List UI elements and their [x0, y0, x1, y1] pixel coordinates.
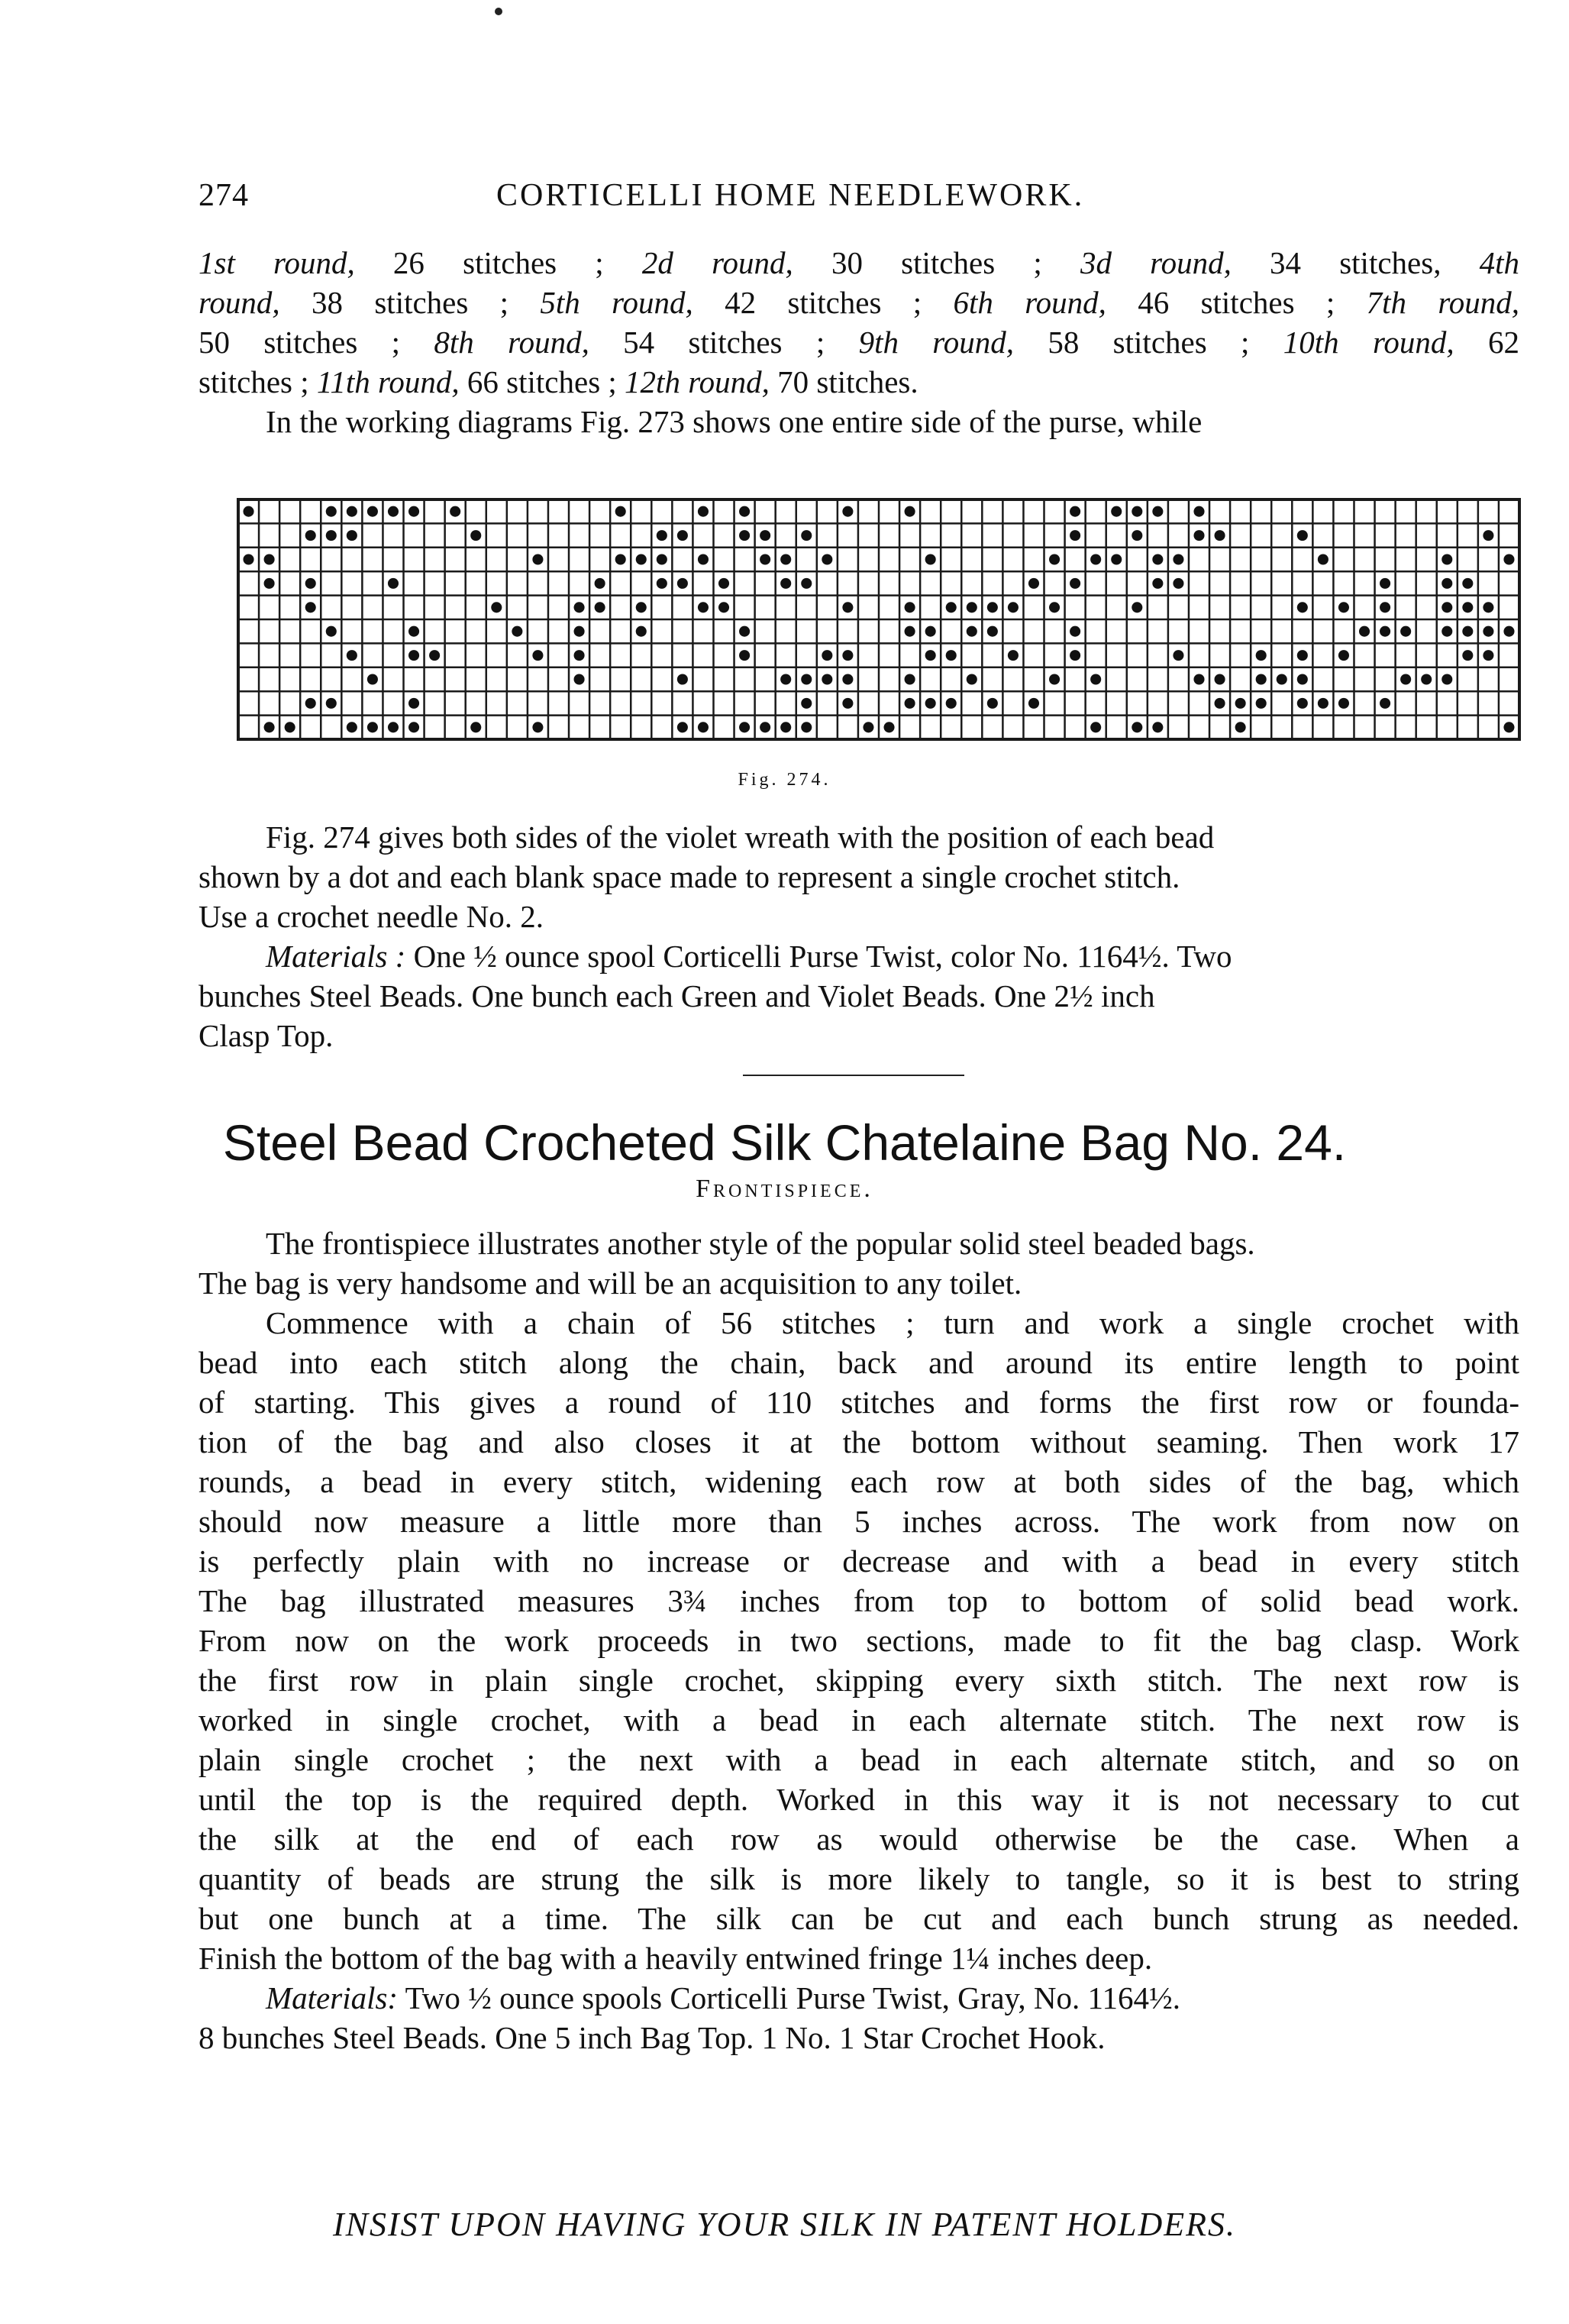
para2-line: From now on the work proceeds in two sections, made to fit the bag clasp. Work	[199, 1623, 1519, 1658]
round-count: 58 stitches ;	[1014, 325, 1283, 360]
bead-dot	[1256, 674, 1267, 684]
bead-dot	[636, 602, 647, 613]
bead-dot	[760, 722, 770, 732]
bead-dot	[574, 602, 585, 613]
bead-dot	[1503, 722, 1514, 732]
round-count: 30 stitches ;	[793, 245, 1080, 280]
bead-dot	[615, 506, 626, 517]
bead-dot	[822, 674, 832, 684]
bead-dot	[677, 722, 688, 732]
bead-dot	[925, 554, 936, 564]
round-label: 5th round,	[540, 285, 693, 320]
bead-dot	[801, 722, 812, 732]
round-label: 11th round,	[316, 364, 460, 399]
rounds-lines	[199, 243, 1519, 402]
bead-dot	[470, 722, 481, 732]
para2-line: the first row in plain single crochet, skipping every sixth stitch. The next row is	[199, 1663, 1519, 1698]
bead-dot	[1338, 698, 1349, 709]
bead-dot	[1132, 722, 1142, 732]
bead-dot	[1483, 530, 1493, 541]
bead-dot	[905, 674, 915, 684]
bead-dot	[925, 626, 936, 637]
bead-dot	[739, 650, 750, 661]
bead-dot	[677, 674, 688, 684]
rounds-paragraph	[199, 243, 1519, 441]
bead-dot	[739, 530, 750, 541]
bead-dot	[946, 602, 957, 613]
round-count: stitches ;	[199, 364, 317, 399]
bead-dot	[657, 554, 667, 564]
round-count: 26 stitches ;	[354, 245, 642, 280]
round-label: 8th round,	[434, 325, 589, 360]
bead-dot	[657, 578, 667, 589]
bead-dot	[1297, 650, 1308, 661]
bead-dot	[326, 506, 337, 517]
bead-dot	[326, 698, 337, 709]
bead-dot	[574, 674, 585, 684]
bead-dot	[408, 722, 419, 732]
round-label: 4th	[1479, 245, 1520, 280]
bead-dot	[285, 722, 295, 732]
round-label: 3d round,	[1080, 245, 1232, 280]
bead-dot	[1359, 626, 1370, 637]
running-title: CORTICELLI HOME NEEDLEWORK.	[496, 178, 1085, 213]
bead-dot	[1008, 602, 1019, 613]
bead-dot	[967, 626, 977, 637]
bead-dot	[1173, 578, 1183, 589]
bead-dot	[1441, 626, 1452, 637]
bead-dot	[677, 530, 688, 541]
bead-dot	[925, 698, 936, 709]
bead-dot	[698, 722, 709, 732]
fig-desc-line-3: Use a crochet needle No. 2.	[199, 899, 544, 934]
round-label: 2d round,	[641, 245, 793, 280]
bead-dot	[987, 626, 998, 637]
bead-dot	[305, 602, 316, 613]
materials-2-line-1	[199, 1978, 1519, 2018]
bead-dot	[1462, 578, 1473, 589]
para2-line: rounds, a bead in every stitch, widening each row at both sides of the bag, which	[199, 1464, 1519, 1499]
bead-dot	[1152, 506, 1163, 517]
bead-dot	[1380, 626, 1390, 637]
para2-line: Finish the bottom of the bag with a heavily entwined fringe 1¼ inches deep.	[199, 1941, 1153, 1976]
figure-caption: Fig. 274.	[738, 770, 831, 790]
materials-2-text: Two ½ ounce spools Corticelli Purse Twist, Gray, No. 1164½.	[398, 1980, 1180, 2015]
para2	[199, 1303, 1519, 1978]
bead-dot	[967, 674, 977, 684]
round-count: 38 stitches ;	[279, 285, 541, 320]
bead-dot	[305, 578, 316, 589]
bead-dot	[760, 530, 770, 541]
section-subheading: Frontispiece.	[696, 1175, 873, 1203]
bead-dot	[1028, 698, 1039, 709]
bead-dot	[347, 722, 357, 732]
bead-dot	[1380, 602, 1390, 613]
bead-dot	[408, 506, 419, 517]
round-count: 42 stitches ;	[692, 285, 954, 320]
bead-dot	[1152, 578, 1163, 589]
bead-dot	[347, 530, 357, 541]
bead-dot	[1338, 650, 1349, 661]
bead-dot	[1462, 602, 1473, 613]
bead-dot	[863, 722, 873, 732]
bead-dot	[532, 554, 543, 564]
bead-dot	[1318, 698, 1328, 709]
rounds-line	[199, 283, 1519, 322]
bead-dot	[1028, 578, 1039, 589]
bead-dot	[1462, 626, 1473, 637]
bead-dot	[1070, 626, 1080, 637]
bead-dot	[574, 626, 585, 637]
para2-line: is perfectly plain with no increase or decrease and with a bead in every stitch	[199, 1543, 1519, 1579]
bead-dot	[636, 554, 647, 564]
round-count: 70 stitches.	[769, 364, 918, 399]
bead-dot	[1441, 578, 1452, 589]
bead-dot	[801, 578, 812, 589]
rounds-line	[199, 322, 1519, 362]
para2-line: Commence with a chain of 56 stitches ; turn and work a single crochet with	[266, 1305, 1519, 1340]
materials-1-label: Materials :	[266, 939, 406, 974]
bead-dot	[739, 506, 750, 517]
bead-dot	[1070, 650, 1080, 661]
bead-dot	[1380, 698, 1390, 709]
bead-dot	[1111, 506, 1122, 517]
para2-line: The bag illustrated measures 3¾ inches from top to bottom of solid bead work.	[199, 1583, 1519, 1618]
para2-line: tion of the bag and also closes it at the bottom without seaming. Then work 17	[199, 1424, 1519, 1459]
bead-dot	[1049, 602, 1060, 613]
bead-dot	[450, 506, 460, 517]
materials-1-text: One ½ ounce spool Corticelli Purse Twist, color No. 1164½. Two	[405, 939, 1232, 974]
bead-dot	[1152, 722, 1163, 732]
bead-dot	[905, 698, 915, 709]
bead-dot	[1049, 674, 1060, 684]
bead-dot	[532, 722, 543, 732]
bead-dot	[408, 650, 419, 661]
materials-1-line-1	[199, 936, 1519, 976]
para1-line-2: The bag is very handsome and will be an acquisition to any toilet.	[199, 1265, 1022, 1301]
bead-dot	[1070, 530, 1080, 541]
bead-dot	[1318, 554, 1328, 564]
bead-dot	[698, 554, 709, 564]
bead-dot	[1297, 674, 1308, 684]
bead-dot	[1462, 650, 1473, 661]
bead-dot	[388, 506, 399, 517]
para2-line: should now measure a little more than 5 inches across. The work from now on	[199, 1504, 1519, 1539]
bead-dot	[347, 650, 357, 661]
bead-dot	[925, 650, 936, 661]
bead-dot	[718, 578, 729, 589]
round-count: 34 stitches,	[1231, 245, 1480, 280]
round-label: 10th round,	[1283, 325, 1454, 360]
round-count: 62	[1454, 325, 1520, 360]
bead-dot	[842, 650, 853, 661]
bead-dot	[470, 530, 481, 541]
bead-dot	[987, 602, 998, 613]
rounds-line	[199, 362, 1519, 402]
bead-dot	[1173, 650, 1183, 661]
para2-line: but one bunch at a time. The silk can be cut and each bunch strung as needed.	[199, 1901, 1519, 1936]
bead-dot	[780, 554, 791, 564]
bead-dot	[677, 578, 688, 589]
bead-dot	[408, 698, 419, 709]
para1-line-1: The frontispiece illustrates another style of the popular solid steel beaded bags.	[266, 1226, 1255, 1261]
bead-dot	[946, 650, 957, 661]
bead-dot	[1132, 530, 1142, 541]
round-count: 54 stitches ;	[589, 325, 859, 360]
bead-dot	[780, 722, 791, 732]
bead-dot	[347, 506, 357, 517]
bead-dot	[1441, 602, 1452, 613]
bead-dot	[698, 506, 709, 517]
bead-dot	[1235, 698, 1246, 709]
bead-dot	[388, 722, 399, 732]
bead-dot	[1297, 530, 1308, 541]
bead-dot	[718, 602, 729, 613]
bead-dot	[780, 578, 791, 589]
round-count: 66 stitches ;	[459, 364, 625, 399]
bead-dot	[595, 602, 605, 613]
bead-dot	[905, 506, 915, 517]
bead-dot	[1193, 506, 1204, 517]
bead-dot	[1421, 674, 1432, 684]
bead-dot	[801, 674, 812, 684]
bead-dot	[842, 674, 853, 684]
bead-dot	[1132, 602, 1142, 613]
bead-dot	[636, 626, 647, 637]
bead-dot	[512, 626, 522, 637]
bead-dot	[1132, 506, 1142, 517]
round-count: 46 stitches ;	[1106, 285, 1367, 320]
bead-dot	[429, 650, 440, 661]
bead-dot	[1277, 674, 1287, 684]
materials-2-line-2: 8 bunches Steel Beads. One 5 inch Bag Top. 1 No. 1 Star Crochet Hook.	[199, 2020, 1106, 2055]
bead-dot	[264, 578, 275, 589]
bead-dot	[574, 650, 585, 661]
bead-dot	[842, 602, 853, 613]
bead-dot	[842, 698, 853, 709]
materials-1-line-2: bunches Steel Beads. One bunch each Green and Violet Beads. One 2½ inch	[199, 978, 1155, 1013]
section-divider	[743, 1075, 964, 1076]
bead-chart-grid	[237, 498, 1521, 741]
para2-line: bead into each stitch along the chain, back and around its entire length to point	[199, 1345, 1519, 1380]
bead-dot	[1049, 554, 1060, 564]
round-label: 1st round,	[199, 245, 355, 280]
bead-dot	[1215, 698, 1225, 709]
bead-dot	[1503, 554, 1514, 564]
bead-dot	[842, 506, 853, 517]
bead-dot	[1483, 602, 1493, 613]
bead-dot	[1235, 722, 1246, 732]
bead-dot	[243, 554, 253, 564]
bead-dot	[264, 554, 275, 564]
bead-dot	[822, 554, 832, 564]
bead-dot	[698, 602, 709, 613]
bead-dot	[367, 722, 378, 732]
bead-dot	[1400, 674, 1411, 684]
bead-dot	[1193, 674, 1204, 684]
bead-dot	[595, 578, 605, 589]
bead-dot	[1070, 578, 1080, 589]
bead-dot	[388, 578, 399, 589]
bead-dot	[1297, 698, 1308, 709]
round-label: 7th round,	[1366, 285, 1520, 320]
para2-line: worked in single crochet, with a bead in each alternate stitch. The next row is	[199, 1702, 1519, 1737]
bead-dot	[491, 602, 502, 613]
bead-dot	[1503, 626, 1514, 637]
bead-dot	[326, 626, 337, 637]
bead-dot	[1111, 554, 1122, 564]
bead-dot	[615, 554, 626, 564]
bead-dot	[1215, 674, 1225, 684]
bead-dot	[367, 506, 378, 517]
bead-dot	[1441, 554, 1452, 564]
bead-dot	[408, 626, 419, 637]
round-label: 12th round,	[625, 364, 770, 399]
bead-dot	[1297, 602, 1308, 613]
bead-dot	[780, 674, 791, 684]
round-label: 6th round,	[953, 285, 1106, 320]
bead-dot	[801, 530, 812, 541]
bead-dot	[1256, 698, 1267, 709]
bead-dot	[1152, 554, 1163, 564]
para2-line: quantity of beads are strung the silk is more likely to tangle, so it is best to string	[199, 1861, 1519, 1896]
fig-desc-line-2: shown by a dot and each blank space made to represent a single crochet stitch.	[199, 859, 1180, 894]
rounds-line	[199, 243, 1519, 283]
body-text	[199, 1223, 1519, 2057]
page-number: 274	[199, 178, 249, 213]
bead-dot	[801, 698, 812, 709]
bead-dot	[1483, 626, 1493, 637]
bead-dot	[1215, 530, 1225, 541]
bead-dot	[905, 626, 915, 637]
bead-dot	[739, 626, 750, 637]
bead-dot	[946, 698, 957, 709]
bead-dot	[1483, 650, 1493, 661]
bead-dot	[1441, 674, 1452, 684]
bead-dot	[883, 722, 894, 732]
bead-dot	[905, 602, 915, 613]
bead-dot	[1090, 674, 1101, 684]
bead-dot	[532, 650, 543, 661]
para2-line: plain single crochet ; the next with a bead in each alternate stitch, and so on	[199, 1742, 1519, 1777]
bead-dot	[657, 530, 667, 541]
bead-dot	[305, 530, 316, 541]
footer-notice: INSIST UPON HAVING YOUR SILK IN PATENT HOLDERS.	[333, 2206, 1236, 2243]
materials-2-label: Materials:	[266, 1980, 399, 2015]
bead-dot	[1193, 530, 1204, 541]
print-speck	[495, 8, 502, 15]
bead-dot	[1070, 506, 1080, 517]
para2-line: the silk at the end of each row as would otherwise be the case. When a	[199, 1821, 1519, 1857]
round-label: 9th round,	[858, 325, 1014, 360]
para2-line: until the top is the required depth. Worked in this way it is not necessary to cut	[199, 1782, 1519, 1817]
bead-dot	[264, 722, 275, 732]
bead-dot	[1338, 602, 1349, 613]
bead-dot	[243, 506, 253, 517]
bead-dot	[1400, 626, 1411, 637]
round-count: 50 stitches ;	[199, 325, 434, 360]
bead-dot	[1090, 722, 1101, 732]
bead-chart-figure	[237, 498, 1521, 741]
bead-dot	[1008, 650, 1019, 661]
bead-dot	[822, 650, 832, 661]
bead-dot	[1380, 578, 1390, 589]
bead-dot	[1090, 554, 1101, 564]
bead-dot	[967, 602, 977, 613]
figure-description	[199, 817, 1519, 1055]
bead-dot	[305, 698, 316, 709]
diagram-sentence: In the working diagrams Fig. 273 shows one entire side of the purse, while	[266, 404, 1203, 439]
para2-line: of starting. This gives a round of 110 stitches and forms the first row or founda-	[199, 1385, 1519, 1420]
fig-desc-line-1: Fig. 274 gives both sides of the violet wreath with the position of each bead	[266, 819, 1215, 855]
materials-1-line-3: Clasp Top.	[199, 1018, 334, 1053]
bead-dot	[760, 554, 770, 564]
bead-dot	[739, 722, 750, 732]
bead-dot	[326, 530, 337, 541]
bead-dot	[367, 674, 378, 684]
bead-dot	[1173, 554, 1183, 564]
bead-dot	[987, 698, 998, 709]
bead-dot	[1256, 650, 1267, 661]
round-label: round,	[199, 285, 280, 320]
section-heading: Steel Bead Crocheted Silk Chatelaine Bag No. 24.	[222, 1114, 1347, 1171]
